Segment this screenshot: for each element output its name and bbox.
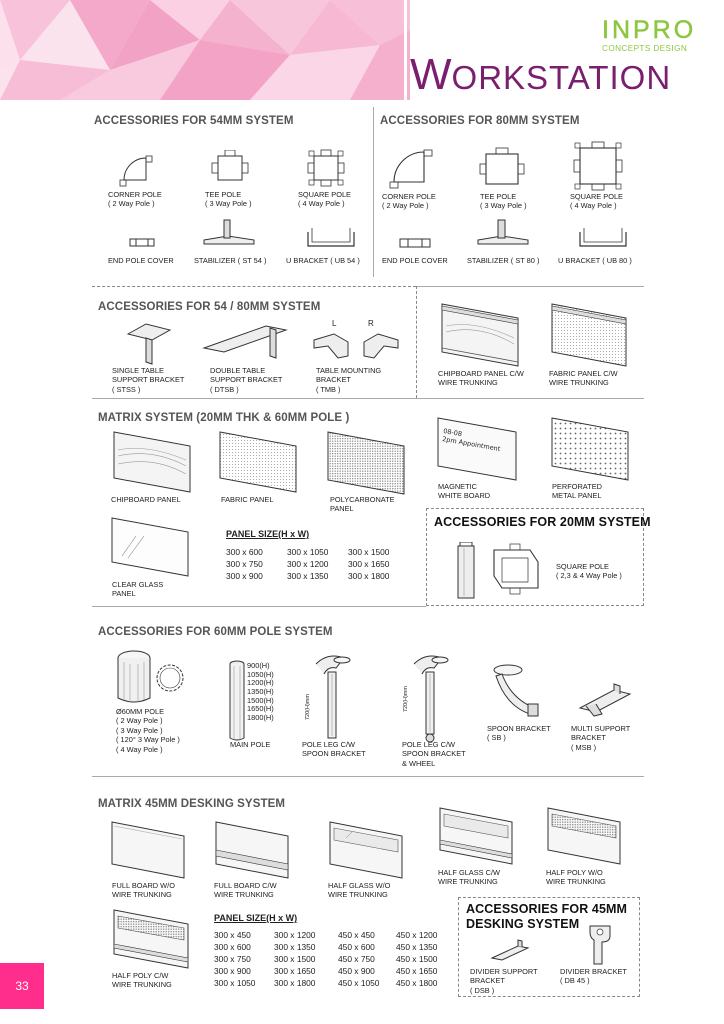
s54-item-tee-pole: TEE POLE ( 3 Way Pole ) bbox=[205, 190, 252, 209]
matrix20-title: MATRIX SYSTEM (20MM THK & 60MM POLE ) bbox=[98, 412, 350, 424]
panel-size-cell: 300 x 600 bbox=[214, 941, 251, 952]
single-table-support-bracket-icon bbox=[124, 320, 174, 368]
s54-item-u-bracket: U BRACKET ( UB 54 ) bbox=[286, 256, 360, 265]
panel-size-cell: 300 x 1800 bbox=[274, 977, 316, 988]
pole-leg-spoon-bracket-icon bbox=[306, 652, 356, 742]
whiteboard-text-1: 08-08 bbox=[442, 427, 463, 439]
brand-tagline: CONCEPTS DESIGN bbox=[602, 44, 688, 53]
clear-glass-panel-icon bbox=[108, 516, 192, 578]
panel-size-cell: 300 x 1350 bbox=[274, 941, 316, 952]
s80-item-end-pole-cover: END POLE COVER bbox=[382, 256, 448, 265]
panel-size-cell: 300 x 1800 bbox=[348, 570, 390, 581]
pole60-item-spoon-bracket: SPOON BRACKET ( SB ) bbox=[487, 724, 551, 743]
panel-size-cell: 450 x 1350 bbox=[396, 941, 438, 952]
page-title-rest: ORKSTATION bbox=[451, 59, 672, 96]
desk45-panel-size-table bbox=[214, 930, 456, 990]
full-board-cw-wire-icon bbox=[212, 820, 292, 880]
tmb-left-label: L bbox=[332, 319, 337, 328]
pole60-item-pole-leg-wheel: POLE LEG C/W SPOON BRACKET & WHEEL bbox=[402, 740, 466, 768]
divider-support-bracket-icon bbox=[488, 938, 532, 966]
panel-size-cell: 300 x 450 bbox=[214, 930, 251, 940]
tmb-right-label: R bbox=[368, 319, 374, 328]
divider bbox=[416, 286, 417, 398]
corner-pole-80-icon bbox=[388, 146, 438, 190]
panel-size-cell: 300 x 1050 bbox=[214, 977, 256, 988]
divider bbox=[92, 286, 416, 287]
stabilizer-80-icon bbox=[474, 218, 532, 252]
corner-pole-54-icon bbox=[116, 150, 160, 188]
acc20-label: SQUARE POLE ( 2,3 & 4 Way Pole ) bbox=[556, 562, 622, 581]
acc45-title: ACCESSORIES FOR 45MM DESKING SYSTEM bbox=[466, 902, 628, 931]
whiteboard-text-2: 2pm Appointment bbox=[441, 435, 501, 454]
panel-size-cell: 300 x 750 bbox=[214, 953, 251, 964]
fabric-panel-wire-trunking-icon bbox=[548, 302, 630, 368]
panel-size-cell: 450 x 1650 bbox=[396, 965, 438, 976]
s5480-item-tmb: TABLE MOUNTING BRACKET ( TMB ) bbox=[316, 366, 382, 394]
matrix20-item-perforated: PERFORATED METAL PANEL bbox=[552, 482, 602, 501]
s54-item-stabilizer: STABILIZER ( ST 54 ) bbox=[194, 256, 267, 265]
acc45-item-dsb: DIVIDER SUPPORT BRACKET ( DSB ) bbox=[470, 967, 538, 995]
panel-size-cell: 300 x 1350 bbox=[287, 570, 329, 581]
matrix20-item-chipboard: CHIPBOARD PANEL bbox=[111, 495, 181, 504]
panel-size-cell: 450 x 1500 bbox=[396, 953, 438, 964]
panel-size-row bbox=[226, 547, 409, 559]
chipboard-panel-wire-trunking-icon bbox=[436, 302, 524, 368]
s5480-panel-chipboard: CHIPBOARD PANEL C/W WIRE TRUNKING bbox=[438, 369, 524, 388]
s54-item-corner-pole: CORNER POLE ( 2 Way Pole ) bbox=[108, 190, 162, 209]
tee-pole-54-icon bbox=[208, 150, 252, 188]
half-poly-wo-wire-icon bbox=[544, 806, 624, 866]
half-glass-wo-wire-icon bbox=[326, 820, 406, 880]
perforated-metal-panel-icon bbox=[548, 416, 632, 482]
panel-size-cell: 300 x 1650 bbox=[348, 558, 390, 569]
half-poly-cw-wire-icon bbox=[110, 908, 192, 970]
panel-size-cell: 450 x 1200 bbox=[396, 930, 438, 940]
panel-size-cell: 450 x 450 bbox=[338, 930, 375, 940]
s54-title: ACCESSORIES FOR 54MM SYSTEM bbox=[94, 115, 294, 127]
s5480-panel-fabric: FABRIC PANEL C/W WIRE TRUNKING bbox=[549, 369, 618, 388]
pole60-item-pole-leg: POLE LEG C/W SPOON BRACKET bbox=[302, 740, 366, 759]
pole60-item-pole: Ø60MM POLE ( 2 Way Pole ) ( 3 Way Pole ) ( 120° 3 Way Pole ) ( 4 Way Pole ) bbox=[116, 707, 180, 754]
panel-size-cell: 300 x 750 bbox=[226, 558, 263, 569]
acc20-title: ACCESSORIES FOR 20MM SYSTEM bbox=[434, 515, 651, 529]
divider bbox=[373, 107, 374, 277]
desk45-item-full-board-cw: FULL BOARD C/W WIRE TRUNKING bbox=[214, 881, 277, 900]
half-glass-cw-wire-icon bbox=[436, 806, 516, 866]
panel-size-row bbox=[214, 966, 456, 978]
panel-size-row bbox=[226, 559, 409, 571]
brand-logo bbox=[602, 18, 702, 53]
page-number: 33 bbox=[0, 963, 44, 1009]
full-board-wo-wire-icon bbox=[108, 820, 188, 880]
pole60-item-msb: MULTI SUPPORT BRACKET ( MSB ) bbox=[571, 724, 631, 752]
end-pole-cover-54-icon bbox=[128, 236, 156, 250]
panel-size-row bbox=[214, 978, 456, 990]
table-mounting-bracket-icon bbox=[308, 328, 404, 364]
pole60-dim-2: 720(H)mm bbox=[403, 686, 409, 712]
panel-size-cell: 300 x 1650 bbox=[274, 965, 316, 976]
s80-title: ACCESSORIES FOR 80MM SYSTEM bbox=[380, 115, 580, 127]
panel-size-cell: 300 x 600 bbox=[226, 547, 263, 557]
s54-item-end-pole-cover: END POLE COVER bbox=[108, 256, 174, 265]
s80-item-corner-pole: CORNER POLE ( 2 Way Pole ) bbox=[382, 192, 436, 211]
s5480-item-stss: SINGLE TABLE SUPPORT BRACKET ( STSS ) bbox=[112, 366, 185, 394]
panel-size-cell: 450 x 1050 bbox=[338, 977, 380, 988]
pole-60mm-icon bbox=[112, 648, 190, 706]
s80-item-u-bracket: U BRACKET ( UB 80 ) bbox=[558, 256, 632, 265]
divider-bracket-icon bbox=[580, 922, 620, 968]
panel-size-cell: 300 x 900 bbox=[214, 965, 251, 976]
panel-size-cell: 300 x 900 bbox=[226, 570, 263, 581]
matrix20-item-clear-glass: CLEAR GLASS PANEL bbox=[112, 580, 164, 599]
panel-size-row bbox=[214, 954, 456, 966]
desk45-title: MATRIX 45MM DESKING SYSTEM bbox=[98, 798, 286, 810]
desk45-item-half-poly-cw: HALF POLY C/W WIRE TRUNKING bbox=[112, 971, 172, 990]
polycarbonate-panel-icon bbox=[324, 430, 408, 496]
fabric-panel-icon bbox=[216, 430, 300, 494]
panel-size-cell: 300 x 1200 bbox=[287, 558, 329, 569]
panel-size-row bbox=[214, 942, 456, 954]
brand-name: INPRO bbox=[602, 16, 697, 44]
desk45-item-half-glass-wo: HALF GLASS W/O WIRE TRUNKING bbox=[328, 881, 391, 900]
matrix20-item-fabric: FABRIC PANEL bbox=[221, 495, 274, 504]
square-pole-20-icon bbox=[452, 542, 546, 602]
matrix20-item-polycarbonate: POLYCARBONATE PANEL bbox=[330, 495, 395, 514]
pole60-heights: 900(H) 1050(H) 1200(H) 1350(H) 1500(H) 1650(H) 1800(H) bbox=[247, 661, 274, 722]
divider bbox=[92, 606, 426, 607]
chipboard-panel-icon bbox=[108, 430, 196, 494]
matrix20-item-whiteboard: MAGNETIC WHITE BOARD bbox=[438, 482, 491, 501]
s80-item-stabilizer: STABILIZER ( ST 80 ) bbox=[467, 256, 540, 265]
spoon-bracket-icon bbox=[490, 660, 546, 720]
divider bbox=[92, 398, 644, 399]
end-pole-cover-80-icon bbox=[398, 236, 432, 250]
s5480-title: ACCESSORIES FOR 54 / 80MM SYSTEM bbox=[98, 301, 321, 313]
pole60-title: ACCESSORIES FOR 60MM POLE SYSTEM bbox=[98, 626, 333, 638]
panel-size-cell: 300 x 1500 bbox=[274, 953, 316, 964]
matrix20-panel-size-title: PANEL SIZE(H x W) bbox=[226, 529, 310, 539]
u-bracket-80-icon bbox=[574, 222, 632, 252]
s80-item-tee-pole: TEE POLE ( 3 Way Pole ) bbox=[480, 192, 527, 211]
tee-pole-80-icon bbox=[478, 146, 526, 190]
panel-size-cell: 300 x 1050 bbox=[287, 547, 329, 557]
panel-size-row bbox=[226, 571, 409, 583]
multi-support-bracket-icon bbox=[574, 680, 634, 724]
panel-size-cell: 450 x 600 bbox=[338, 941, 375, 952]
u-bracket-54-icon bbox=[302, 222, 360, 252]
main-pole-icon bbox=[228, 660, 246, 742]
square-pole-80-icon bbox=[572, 140, 624, 192]
divider bbox=[416, 286, 644, 287]
panel-size-cell: 300 x 1200 bbox=[274, 930, 316, 940]
square-pole-54-icon bbox=[304, 148, 348, 188]
s80-item-square-pole: SQUARE POLE ( 4 Way Pole ) bbox=[570, 192, 623, 211]
pole60-item-main-pole: MAIN POLE bbox=[230, 740, 271, 749]
page-title bbox=[410, 50, 672, 100]
desk45-item-half-poly-wo: HALF POLY W/O WIRE TRUNKING bbox=[546, 868, 606, 887]
matrix20-panel-size-table bbox=[226, 547, 409, 583]
double-table-support-bracket-icon bbox=[200, 318, 290, 364]
s54-item-square-pole: SQUARE POLE ( 4 Way Pole ) bbox=[298, 190, 351, 209]
panel-size-cell: 300 x 1500 bbox=[348, 547, 390, 557]
panel-size-cell: 450 x 750 bbox=[338, 953, 375, 964]
pole60-dim-1: 720(H)mm bbox=[305, 694, 311, 720]
panel-size-cell: 450 x 1800 bbox=[396, 977, 438, 988]
desk45-panel-size-title: PANEL SIZE(H x W) bbox=[214, 913, 298, 923]
acc45-item-db45: DIVIDER BRACKET ( DB 45 ) bbox=[560, 967, 627, 986]
pole-leg-spoon-bracket-wheel-icon bbox=[404, 652, 454, 744]
panel-size-cell: 450 x 900 bbox=[338, 965, 375, 976]
divider bbox=[92, 776, 644, 777]
desk45-item-full-board-wo: FULL BOARD W/O WIRE TRUNKING bbox=[112, 881, 175, 900]
page-title-initial: W bbox=[410, 50, 452, 99]
stabilizer-54-icon bbox=[200, 218, 258, 252]
s5480-item-dtsb: DOUBLE TABLE SUPPORT BRACKET ( DTSB ) bbox=[210, 366, 283, 394]
panel-size-row bbox=[214, 930, 456, 942]
desk45-item-half-glass-cw: HALF GLASS C/W WIRE TRUNKING bbox=[438, 868, 501, 887]
